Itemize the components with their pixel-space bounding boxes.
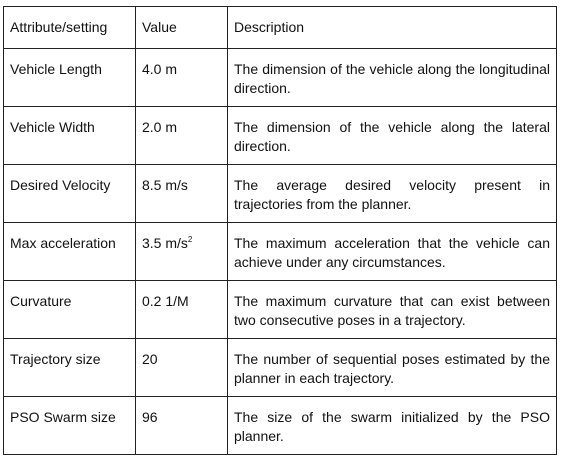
table-row — [4, 339, 557, 397]
description-cell: The maximum acceleration that the vehicle can achieve under any circumstances. — [228, 223, 557, 281]
table-row — [4, 49, 557, 107]
header-description: Description — [228, 7, 557, 49]
attribute-cell: Max acceleration — [4, 223, 136, 281]
value-superscript: 2 — [187, 235, 193, 244]
attribute-cell: Desired Velocity — [4, 165, 136, 223]
table-row — [4, 107, 557, 165]
header-attribute: Attribute/setting — [4, 7, 136, 49]
table-row — [4, 281, 557, 339]
description-cell: The dimension of the vehicle along the lateral direction. — [228, 107, 557, 165]
value-cell: 4.0 m — [136, 49, 228, 107]
table-row — [4, 165, 557, 223]
value-text: 3.5 m/s — [142, 235, 188, 251]
value-cell: 8.5 m/s — [136, 165, 228, 223]
attribute-cell: Trajectory size — [4, 339, 136, 397]
description-cell: The average desired velocity present in trajectories from the planner. — [228, 165, 557, 223]
description-cell: The number of sequential poses estimated by the planner in each trajectory. — [228, 339, 557, 397]
description-cell: The dimension of the vehicle along the longitudinal direction. — [228, 49, 557, 107]
attribute-cell: Vehicle Width — [4, 107, 136, 165]
value-cell: 20 — [136, 339, 228, 397]
header-row — [4, 7, 557, 49]
table-row — [4, 397, 557, 455]
attribute-cell: PSO Swarm size — [4, 397, 136, 455]
description-cell: The maximum curvature that can exist between two consecutive poses in a trajectory. — [228, 281, 557, 339]
value-cell — [136, 223, 228, 281]
parameters-table — [3, 6, 557, 455]
value-cell: 2.0 m — [136, 107, 228, 165]
value-cell: 0.2 1/M — [136, 281, 228, 339]
description-cell: The size of the swarm initialized by the PSO planner. — [228, 397, 557, 455]
header-value: Value — [136, 7, 228, 49]
table-row — [4, 223, 557, 281]
value-cell: 96 — [136, 397, 228, 455]
attribute-cell: Vehicle Length — [4, 49, 136, 107]
attribute-cell: Curvature — [4, 281, 136, 339]
